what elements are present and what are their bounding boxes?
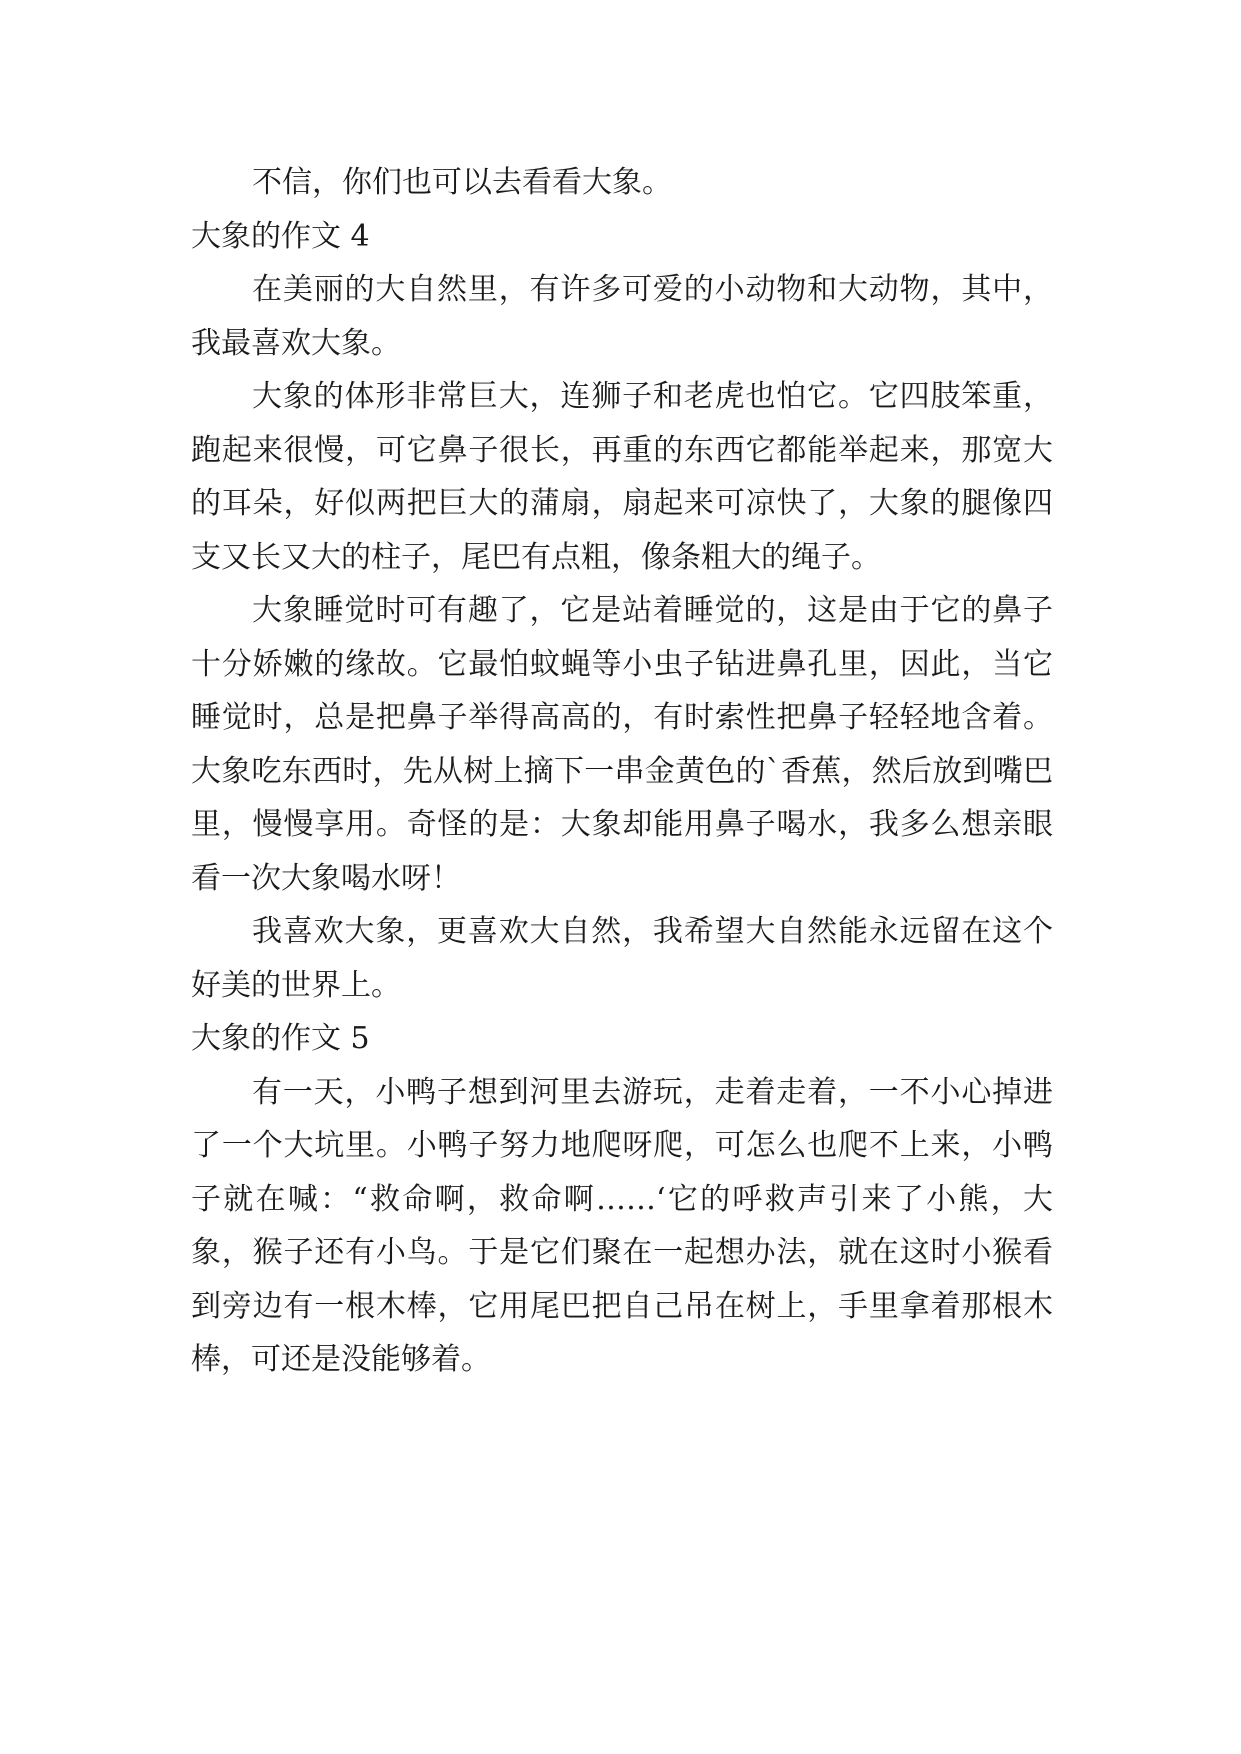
paragraph: 在美丽的大自然里，有许多可爱的小动物和大动物，其中，我最喜欢大象。 bbox=[191, 272, 1053, 361]
essay-heading: 大象的作文 5 bbox=[191, 1021, 370, 1056]
paragraph: 大象的体形非常巨大，连狮子和老虎也怕它。它四肢笨重，跑起来很慢，可它鼻子很长，再重的东西它都能举起来，那宽大的耳朵，好似两把巨大的蒲扇，扇起来可凉快了，大象的腿像四支又长又大的柱子，尾巴有点粗，像条粗大的绳子。 bbox=[191, 379, 1053, 575]
paragraph: 我喜欢大象，更喜欢大自然，我希望大自然能永远留在这个好美的世界上。 bbox=[191, 914, 1053, 1003]
essay-heading: 大象的作文 4 bbox=[191, 218, 370, 254]
paragraph: 大象睡觉时可有趣了，它是站着睡觉的，这是由于它的鼻子十分娇嫩的缘故。它最怕蚊蝇等小虫子钻进鼻孔里，因此，当它睡觉时，总是把鼻子举得高高的，有时索性把鼻子轻轻地含着。大象吃东西时，先从树上摘下一串金黄色的`香蕉，然后放到嘴巴里，慢慢享用。奇怪的是：大象却能用鼻子喝水，我多么想亲眼看一次大象喝水呀！ bbox=[191, 593, 1053, 896]
paragraph: 不信，你们也可以去看看大象。 bbox=[252, 165, 672, 200]
paragraph: 有一天，小鸭子想到河里去游玩，走着走着，一不小心掉进了一个大坑里。小鸭子努力地爬呀爬，可怎么也爬不上来，小鸭子就在喊：“救命啊，救命啊……‘它的呼救声引来了小熊，大象，猴子还有小鸟。于是它们聚在一起想办法，就在这时小猴看到旁边有一根木棒，它用尾巴把自己吊在树上，手里拿着那根木棒，可还是没能够着。 bbox=[191, 1074, 1053, 1377]
document-page bbox=[191, 156, 1053, 1387]
